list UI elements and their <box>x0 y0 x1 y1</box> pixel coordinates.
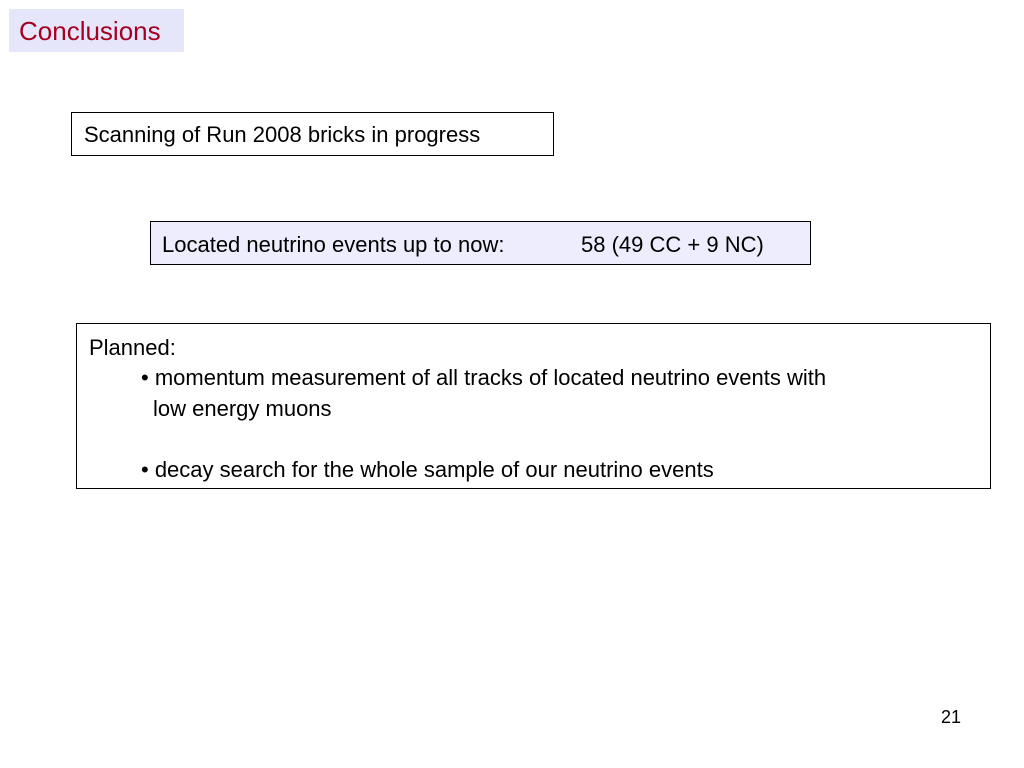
planned-heading: Planned: <box>89 335 176 360</box>
located-events-value: 58 (49 CC + 9 NC) <box>581 232 764 257</box>
scanning-status-text: Scanning of Run 2008 bricks in progress <box>84 122 481 147</box>
planned-bullet-momentum: • momentum measurement of all tracks of located neutrino events with <box>141 365 827 390</box>
planned-bullet-decay-search: • decay search for the whole sample of our neutrino events <box>141 457 714 482</box>
page-title: Conclusions <box>19 16 161 46</box>
located-events-box <box>150 221 811 265</box>
planned-box <box>76 323 991 489</box>
planned-bullet-momentum-continued: low energy muons <box>153 396 332 421</box>
title-box <box>9 9 184 52</box>
scanning-status-box <box>71 112 554 156</box>
page-number: 21 <box>941 707 962 727</box>
located-events-label: Located neutrino events up to now: <box>162 232 505 257</box>
